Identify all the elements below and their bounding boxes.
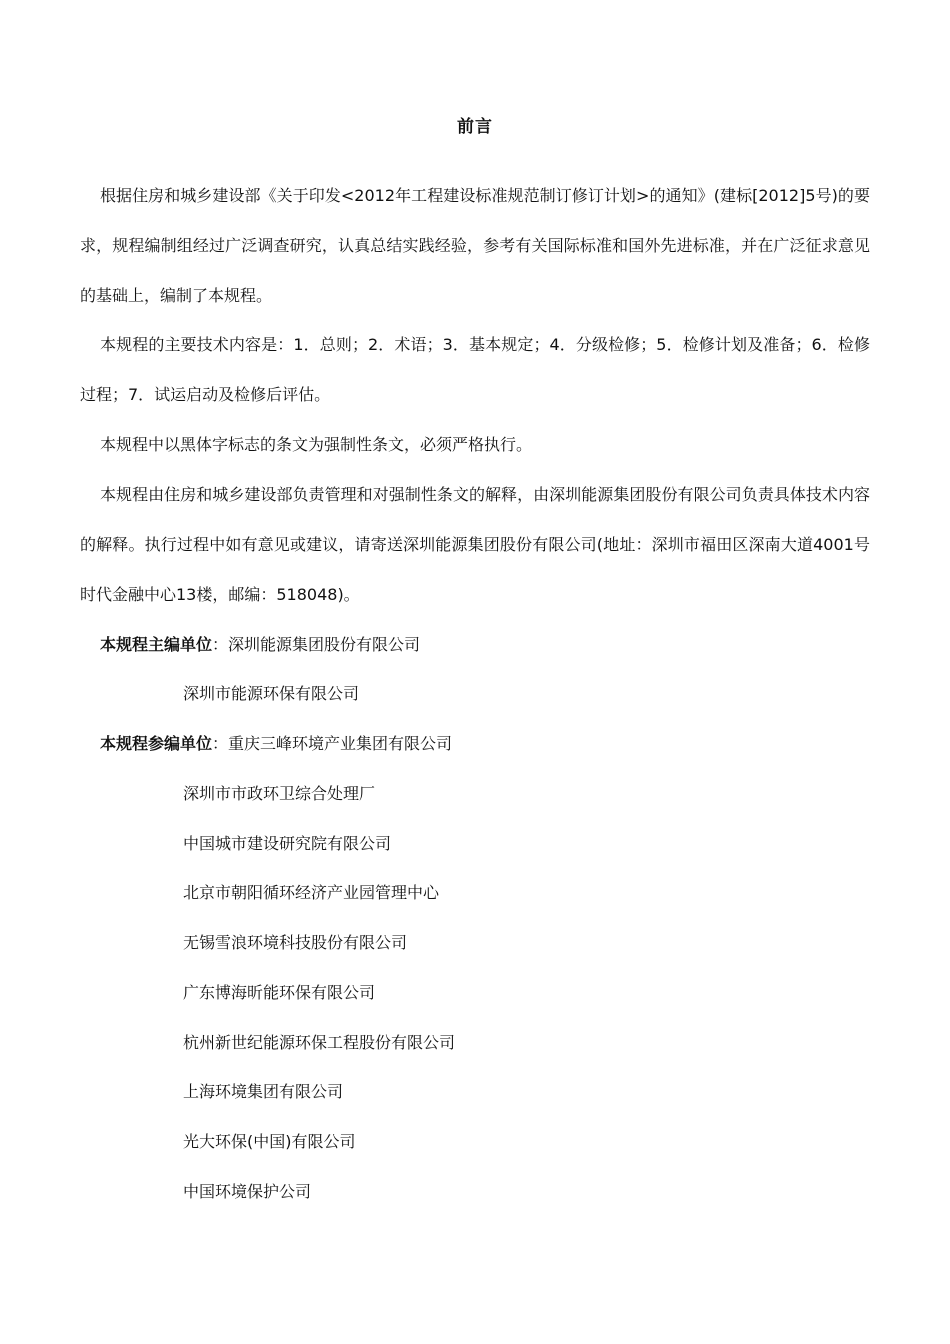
paragraph-background: 根据住房和城乡建设部《关于印发<2012年工程建设标准规范制订修订计划>的通知》(建标[2012]5号)的要求，规程编制组经过广泛调查研究，认真总结实践经验，参考有关国际标准和国外先进标准，并在广泛征求意见的基础上，编制了本规程。 — [80, 186, 870, 305]
paragraph-management: 本规程由住房和城乡建设部负责管理和对强制性条文的解释，由深圳能源集团股份有限公司负责具体技术内容的解释。执行过程中如有意见或建议，请寄送深圳能源集团股份有限公司(地址：深圳市福田区深南大道4001号时代金融中心13楼，邮编：518048)。 — [80, 485, 870, 604]
participating-editor-separator: ： — [212, 734, 229, 753]
chief-editor-separator: ： — [212, 635, 229, 654]
chief-editor-label: 本规程主编单位 — [100, 635, 213, 654]
participating-editor-line — [100, 719, 452, 769]
chief-editor-line — [100, 620, 420, 670]
paragraph-mandatory-clauses: 本规程中以黑体字标志的条文为强制性条文，必须严格执行。 — [100, 435, 533, 454]
participating-editor-unit: 无锡雪浪环境科技股份有限公司 — [183, 933, 408, 952]
participating-editor-unit: 中国环境保护公司 — [183, 1182, 312, 1201]
paragraph-technical-content: 本规程的主要技术内容是：1．总则；2．术语；3．基本规定；4．分级检修；5．检修计划及准备；6．检修过程；7．试运启动及检修后评估。 — [80, 335, 870, 404]
participating-editor-unit: 中国城市建设研究院有限公司 — [183, 834, 392, 853]
chief-editor-unit: 深圳能源集团股份有限公司 — [228, 635, 421, 654]
participating-editor-unit: 深圳市市政环卫综合处理厂 — [183, 784, 376, 803]
participating-editor-unit: 杭州新世纪能源环保工程股份有限公司 — [183, 1033, 456, 1052]
participating-editor-unit: 光大环保(中国)有限公司 — [183, 1132, 356, 1151]
participating-editor-unit: 重庆三峰环境产业集团有限公司 — [228, 734, 453, 753]
participating-editor-unit: 上海环境集团有限公司 — [183, 1082, 344, 1101]
participating-editor-unit: 北京市朝阳循环经济产业园管理中心 — [183, 883, 440, 902]
page-title: 前言 — [457, 117, 493, 137]
participating-editor-unit: 广东博海昕能环保有限公司 — [183, 983, 376, 1002]
chief-editor-unit: 深圳市能源环保有限公司 — [183, 684, 360, 703]
participating-editor-label: 本规程参编单位 — [100, 734, 213, 753]
